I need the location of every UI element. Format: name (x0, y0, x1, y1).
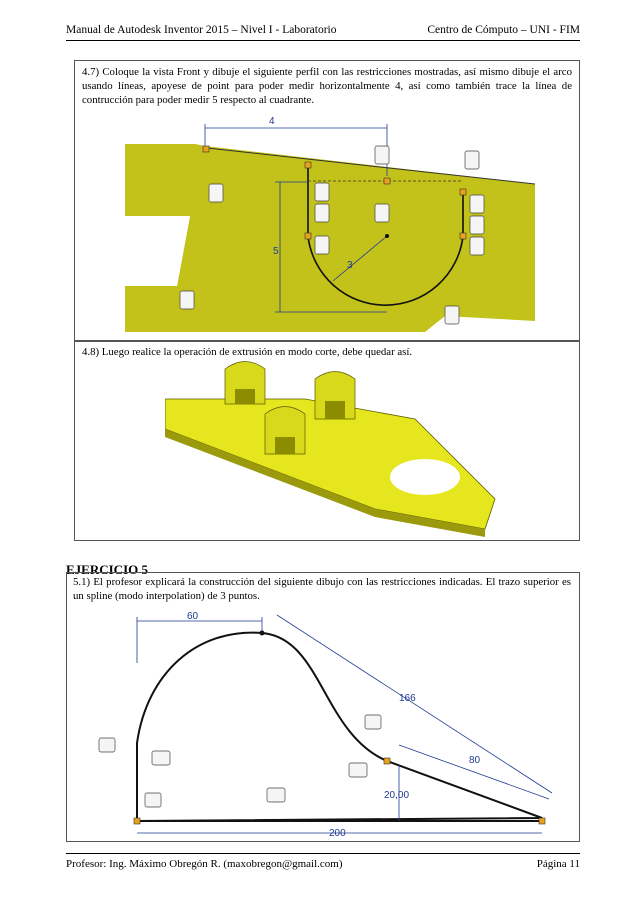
header-rule (66, 40, 580, 41)
dim-200-label: 200 (329, 828, 346, 838)
extruded-part (165, 359, 525, 539)
step-4-7-text: 4.7) Coloque la vista Front y dibuje el siguiente perfil con las restricciones mostradas, así mismo dibuje el arco usando líneas, apoyese de point para poder medir horizontalmente 4, así como también trace la línea de contrucción para poder medir 5 respecto al cuadrante. (82, 66, 572, 106)
dim-20-label: 20,00 (384, 790, 410, 801)
exercise-title: EJERCICIO 5 (66, 562, 148, 577)
step-4-8-box (74, 340, 580, 541)
footer-rule (66, 853, 580, 854)
footer-author: Profesor: Ing. Máximo Obregón R. (maxobregon@gmail.com) (66, 858, 343, 870)
dim-5-label: 5 (273, 246, 279, 257)
exercise-5-text: 5.1) El profesor explicará la construcción del siguiente dibujo con las restricciones indicadas. El trazo superior es un spline (modo interpolation) de 3 puntos. (73, 576, 571, 602)
dim-166-label: 166 (399, 693, 416, 704)
exercise-5-box (66, 572, 580, 842)
dim-80-label: 80 (469, 755, 481, 766)
spline-sketch (87, 603, 567, 838)
dim-60-label: 60 (187, 611, 199, 622)
dim-3-label: 3 (347, 260, 353, 271)
dim-4-label: 4 (269, 116, 275, 127)
header-manual-title: Manual de Autodesk Inventor 2015 – Nivel I - Laboratorio (66, 24, 337, 36)
page-header (66, 24, 580, 42)
footer-page-number: Página 11 (536, 858, 580, 870)
step-4-7-box (74, 60, 580, 342)
header-institution: Centro de Cómputo – UNI - FIM (427, 24, 580, 36)
profile-sketch (125, 116, 535, 336)
exercise-constraint-icons (99, 715, 381, 807)
step-4-8-text: 4.8) Luego realice la operación de extrusión en modo corte, debe quedar así. (82, 346, 413, 358)
spline-profile (137, 633, 542, 821)
